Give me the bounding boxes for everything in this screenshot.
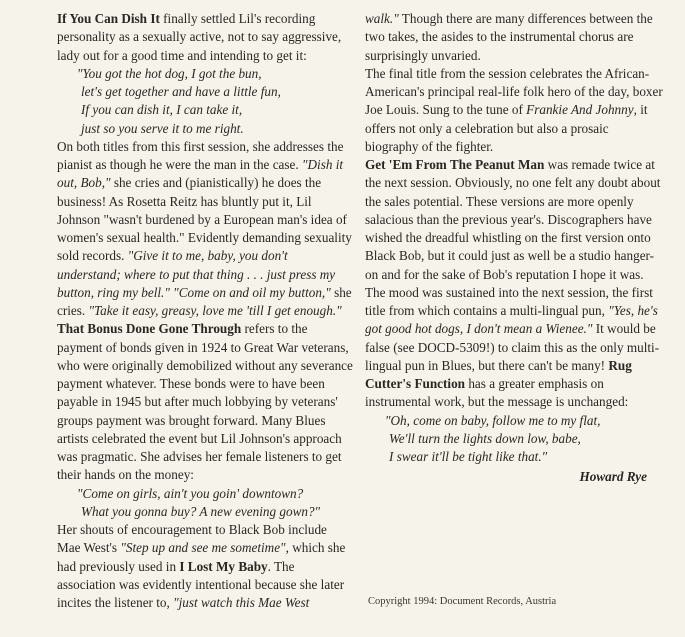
song-title: I Lost My Baby [179,558,268,574]
paragraph-takes: walk." Though there are many differences between the two takes, the asides to the instrumental chorus are surprisingly unvaried. [365,11,653,63]
lyric-line: "You got the hot dog, I got the bun, [77,65,262,81]
song-title: If You Can Dish It [57,11,160,26]
author-signature: Howard Rye [579,469,647,485]
lyric-block [365,412,665,467]
paragraph-mae-west: Her shouts of encouragement to Black Bob include Mae West's "Step up and see me sometime", which she had previously used in I Lost My Baby. The association was evidently intentional because she later incites the listener to, "just watch this Mae West [57,522,346,610]
paragraph-peanut-man: Get 'Em From The Peanut Man was remade twice at the next session. Obviously, no one felt any doubt about the sales potential. These versions are more openly salacious than the previous year's. Discographers have wished the dreadful whistling on the first version onto Black Bob, but it could just as well be a studio hanger-on and for the sake of Bob's reputation I hope it was. [365,157,661,282]
paragraph-bonus-done-gone-through: That Bonus Done Gone Through refers to the payment of bonds given in 1924 to Great War veterans, who were originally demobilized without any severance payment whatever. These bonds were to have been payable in 1945 but after much lobbying by veterans' groups payment was brought forward. Many Blues artists celebrated the event but Lil Johnson's approach was pragmatic. She advises her female listeners to get their hands on the money: [57,321,353,483]
lyric-line: "Oh, come on baby, follow me to my flat, [385,412,601,428]
lyric-line: If you can dish it, I can take it, [81,102,243,118]
lyric-block [57,65,353,138]
lyric-line: "Come on girls, ain't you goin' downtown? [77,485,304,501]
lyric-line: I swear it'll be tight like that." [389,449,548,464]
song-title: Rug Cutter's Function [365,357,632,391]
song-title: Get 'Em From The Peanut Man [365,157,545,172]
left-column [57,10,353,612]
paragraph-if-you-can-dish-it: If You Can Dish It finally settled Lil's recording personality as a sexually active, not to say aggressive, lady out for a good time and intending to get it: [57,11,342,63]
lyric-line: just so you serve it to me right. [81,120,244,136]
paragraph-rug-cutter: The mood was sustained into the next session, the first title from which contains a multi-lingual pun, "Yes, he's got good hot dogs, I don't mean a Wienee." It would be false (see DOCD-5309!) to claim this as the only multi-lingual pun in Blues, but there can't be many! Rug Cutter's Function has a greater emphasis on instrumental work, but the message is unchanged: [365,284,660,410]
lyric-line: We'll turn the lights down low, babe, [389,430,581,446]
lyric-line: What you gonna buy? A new evening gown?" [81,503,321,519]
right-column [365,10,665,487]
song-title: That Bonus Done Gone Through [57,321,242,337]
lyric-line: let's get together and have a little fun, [81,84,281,99]
paragraph-joe-louis: The final title from the session celebrates the African-American's principal real-life folk hero of the day, boxer Joe Louis. Sung to the tune of Frankie And Johnny, it offers not only a celebration but also a prosaic biography of the fighter. [365,65,663,154]
lyric-block [57,485,353,522]
paragraph-dish-it-out: On both titles from this first session, she addresses the pianist as though he were the man in the case. "Dish it out, Bob," she cries and (pianistically) he does the business! As Rosetta Reitz has bluntly put it, Lil Johnson "wasn't burdened by a European man's idea of women's sexual health." Evidently demanding sexuality sold records. "Give it to me, baby, you don't understand; where to put that thing . . . just press my button, ring my bell." "Come on and oil my button," she cries. "Take it easy, greasy, love me 'till I get enough." [57,138,352,318]
copyright-notice: Copyright 1994: Document Records, Austria [368,596,557,607]
